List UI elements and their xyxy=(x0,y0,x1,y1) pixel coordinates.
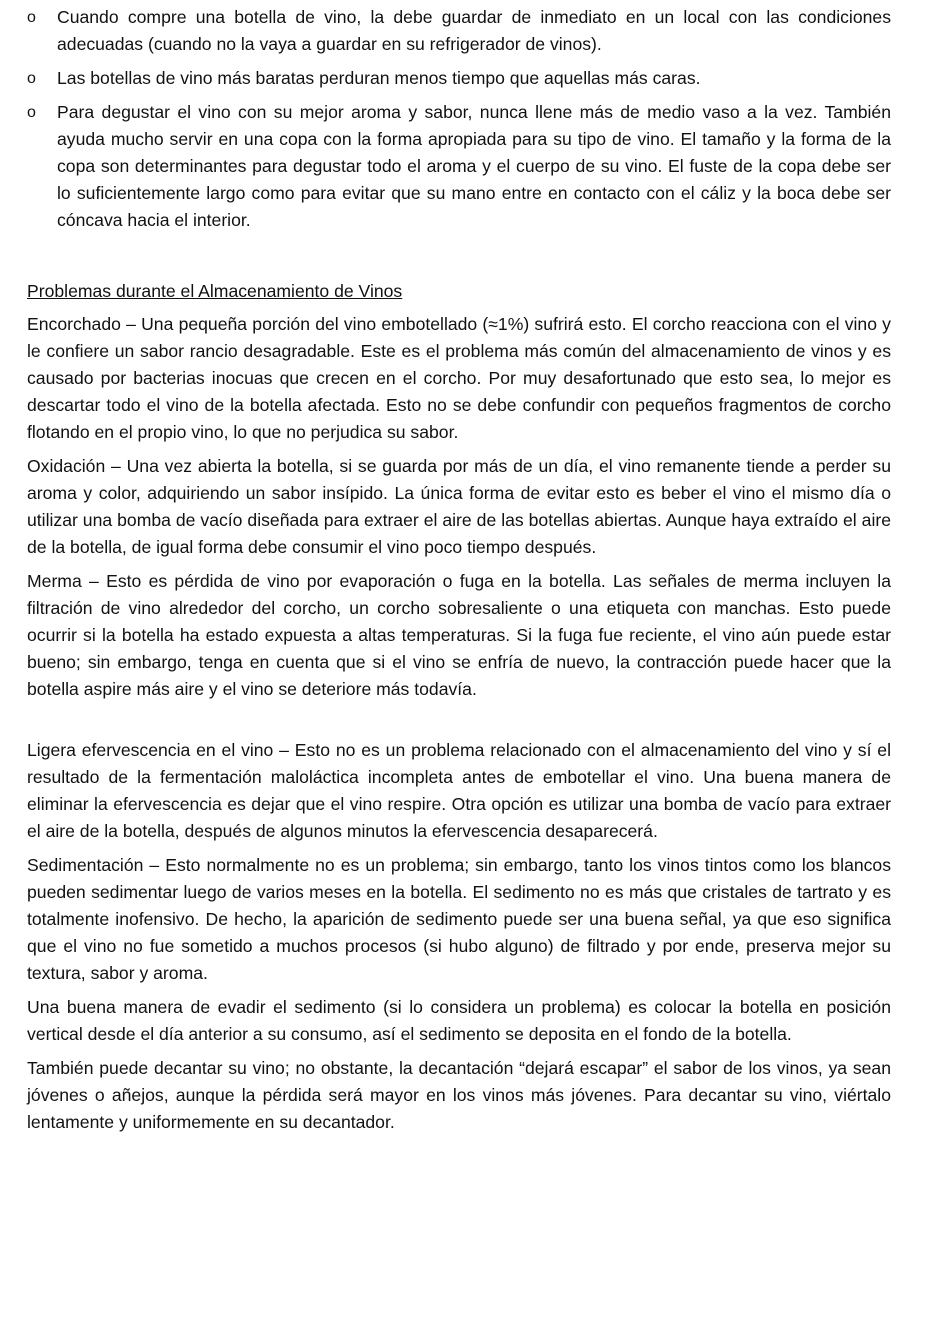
bullet-marker: o xyxy=(27,9,36,26)
body-paragraph: También puede decantar su vino; no obstante, la decantación “dejará escapar” el sabor de los vinos, ya sean jóvenes o añejos, aunque la pérdida será mayor en los vinos más jóvenes. Para decantar su vino, viértalo lentamente y uniformemente en su decantador. xyxy=(27,1058,891,1132)
tips-list xyxy=(27,4,891,234)
section-title: Problemas durante el Almacenamiento de Vinos xyxy=(27,281,403,301)
problem-paragraph-merma xyxy=(27,568,891,703)
list-item-text: Cuando compre una botella de vino, la debe guardar de inmediato en un local con las condiciones adecuadas (cuando no la vaya a guardar en su refrigerador de vinos). xyxy=(57,7,891,54)
list-item xyxy=(27,4,891,58)
problem-term: Encorchado – xyxy=(27,314,136,334)
problem-term: Oxidación – xyxy=(27,456,121,476)
list-item-text: Las botellas de vino más baratas perduran menos tiempo que aquellas más caras. xyxy=(57,68,701,88)
bullet-marker: o xyxy=(27,104,36,121)
body-paragraph: Una buena manera de evadir el sedimento (si lo considera un problema) es colocar la botella en posición vertical desde el día anterior a su consumo, así el sedimento se deposita en el fondo de la botella. xyxy=(27,997,891,1044)
problem-text: Esto no es un problema relacionado con el almacenamiento del vino y sí el resultado de la fermentación maloláctica incompleta antes de embotellar el vino. Una buena manera de eliminar la efervescencia es dejar que el vino respire. Otra opción es utilizar una bomba de vacío para extraer el aire de la botella, después de algunos minutos la efervescencia desaparecerá. xyxy=(27,740,891,841)
problem-paragraph-oxidacion xyxy=(27,453,891,561)
problem-term: Merma – xyxy=(27,571,99,591)
problem-text: Una pequeña porción del vino embotellado (≈1%) sufrirá esto. El corcho reacciona con el vino y le confiere un sabor rancio desagradable. Este es el problema más común del almacenamiento de vinos y es causado por bacterias inocuas que crecen en el corcho. Por muy desafortunado que esto sea, lo mejor es descartar todo el vino de la botella afectada. Esto no se debe confundir con pequeños fragmentos de corcho flotando en el propio vino, lo que no perjudica su sabor. xyxy=(27,314,891,442)
problem-text: Una vez abierta la botella, si se guarda por más de un día, el vino remanente tiende a perder su aroma y color, adquiriendo un sabor insípido. La única forma de evitar esto es beber el vino el mismo día o utilizar una bomba de vacío diseñada para extraer el aire de las botellas abiertas. Aunque haya extraído el aire de la botella, de igual forma debe consumir el vino poco tiempo después. xyxy=(27,456,891,557)
problem-paragraph-encorchado xyxy=(27,311,891,446)
list-item-text: Para degustar el vino con su mejor aroma y sabor, nunca llene más de medio vaso a la vez. También ayuda mucho servir en una copa con la forma apropiada para su tipo de vino. El tamaño y la forma de la copa son determinantes para degustar todo el aroma y el cuerpo de su vino. El fuste de la copa debe ser lo suficientemente largo como para evitar que su mano entre en contacto con el cáliz y la boca debe ser cóncava hacia el interior. xyxy=(57,102,891,230)
problem-text: Esto es pérdida de vino por evaporación o fuga en la botella. Las señales de merma incluyen la filtración de vino alrededor del corcho, un corcho sobresaliente o una etiqueta con manchas. Esto puede ocurrir si la botella ha estado expuesta a altas temperaturas. Si la fuga fue reciente, el vino aún puede estar bueno; sin embargo, tenga en cuenta que si el vino se enfría de nuevo, la contracción puede hacer que la botella aspire más aire y el vino se deteriore más todavía. xyxy=(27,571,891,699)
problem-term: Ligera efervescencia en el vino – xyxy=(27,740,289,760)
problem-text: Esto normalmente no es un problema; sin embargo, tanto los vinos tintos como los blancos pueden sedimentar luego de varios meses en la botella. El sedimento no es más que cristales de tartrato y es totalmente inofensivo. De hecho, la aparición de sedimento puede ser una buena señal, ya que eso significa que el vino no fue sometido a muchos procesos (si hubo alguno) de filtrado y por ende, preserva mejor su textura, sabor y aroma. xyxy=(27,855,892,983)
list-item xyxy=(27,99,891,234)
problem-paragraph-efervescencia xyxy=(27,737,891,845)
document-page xyxy=(27,4,891,1143)
bullet-marker: o xyxy=(27,70,36,87)
list-item xyxy=(27,65,891,92)
problem-term: Sedimentación – xyxy=(27,855,160,875)
problem-paragraph-sedimentacion xyxy=(27,852,891,987)
